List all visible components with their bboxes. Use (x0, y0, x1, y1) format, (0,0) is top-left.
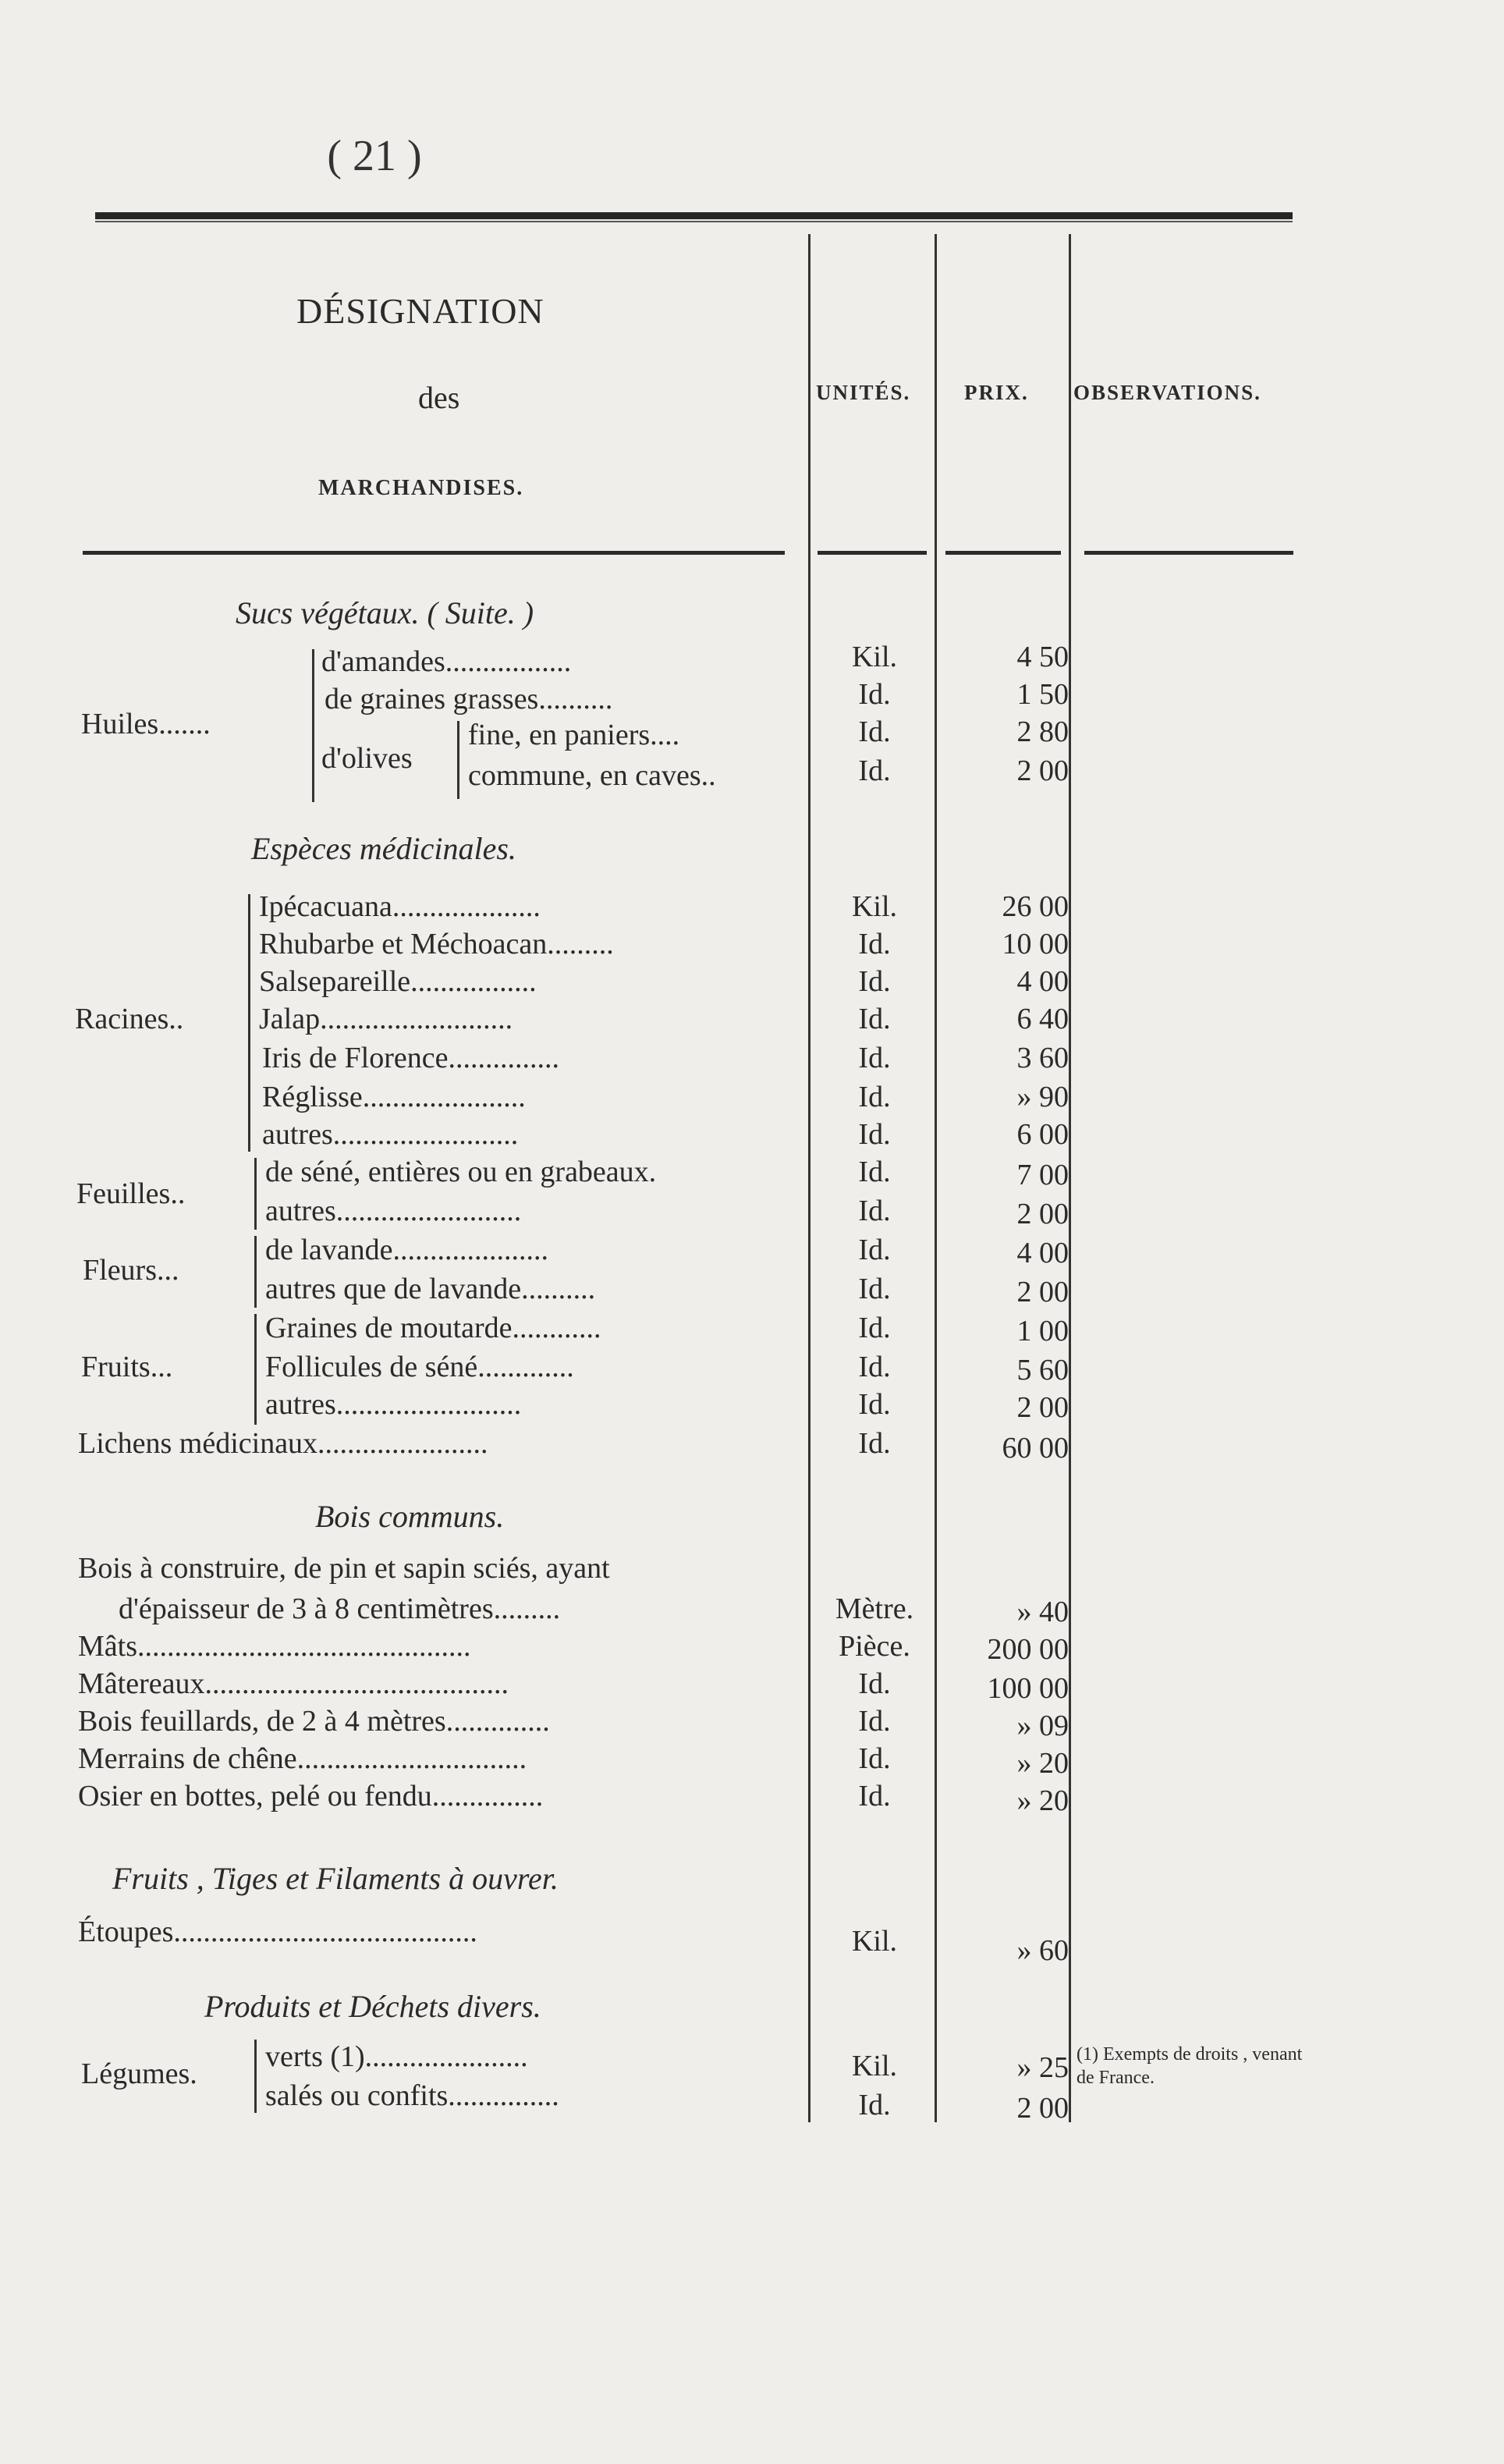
row-label: fine, en paniers.... (468, 719, 680, 751)
row-price: 1 50 (1016, 678, 1069, 711)
group-racines: Racines.. (75, 1003, 184, 1035)
row-price: 100 00 (987, 1672, 1069, 1705)
row-label: Graines de moutarde............ (265, 1312, 601, 1344)
brace-olives (457, 721, 459, 799)
column-divider-observations (1069, 234, 1071, 2122)
header-designation: DÉSIGNATION (296, 291, 544, 331)
row-unit: Id. (858, 678, 891, 711)
row-label: autres......................... (262, 1118, 519, 1151)
row-label: Follicules de séné............. (265, 1351, 574, 1383)
group-fleurs: Fleurs... (83, 1254, 179, 1287)
section-produits-dechets: Produits et Déchets divers. (204, 1989, 541, 2024)
row-label: commune, en caves.. (468, 759, 716, 792)
row-price: 200 00 (987, 1633, 1069, 1666)
row-unit: Id. (858, 1195, 891, 1227)
row-label: Bois feuillards, de 2 à 4 mètres.............. (78, 1705, 550, 1738)
brace-racines (248, 894, 250, 1152)
row-unit: Id. (858, 1081, 891, 1113)
row-unit: Id. (858, 1118, 891, 1151)
row-unit: Id. (858, 1234, 891, 1266)
row-label: d'épaisseur de 3 à 8 centimètres......... (119, 1592, 561, 1625)
group-feuilles: Feuilles.. (76, 1177, 186, 1210)
row-unit: Kil. (851, 1925, 898, 1958)
row-unit: Id. (858, 1388, 891, 1421)
row-label: Réglisse...................... (262, 1081, 526, 1113)
row-label: verts (1)...................... (265, 2040, 528, 2073)
row-unit: Id. (858, 1667, 891, 1700)
row-price: 2 00 (1016, 2092, 1069, 2125)
row-price: 4 50 (1016, 641, 1069, 673)
header-unites: UNITÉS. (816, 381, 911, 404)
row-unit: Id. (858, 1427, 891, 1460)
row-unit: Id. (858, 1042, 891, 1074)
row-label: autres que de lavande.......... (265, 1273, 596, 1305)
top-rule (95, 212, 1293, 219)
row-unit: Pièce. (839, 1630, 910, 1663)
row-price: 2 80 (1016, 715, 1069, 748)
row-price: » 25 (1016, 2051, 1069, 2084)
row-price: » 20 (1016, 1747, 1069, 1780)
row-price: 4 00 (1016, 965, 1069, 998)
row-unit: Id. (858, 1780, 891, 1812)
section-fruits-tiges-filaments: Fruits , Tiges et Filaments à ouvrer. (112, 1861, 559, 1896)
row-unit: Id. (858, 928, 891, 960)
row-price: 3 60 (1016, 1042, 1069, 1074)
section-bois-communs: Bois communs. (315, 1499, 505, 1534)
row-unit: Id. (858, 1742, 891, 1775)
row-price: » 09 (1016, 1710, 1069, 1742)
row-label: Lichens médicinaux....................... (78, 1427, 488, 1460)
group-huiles: Huiles....... (81, 708, 211, 740)
header-des: des (418, 380, 460, 415)
header-rule-observations (1084, 551, 1293, 555)
row-price: 60 00 (1002, 1432, 1069, 1465)
top-rule-thin (95, 221, 1293, 222)
row-label: Osier en bottes, pelé ou fendu............... (78, 1780, 544, 1812)
row-price: » 60 (1016, 1934, 1069, 1967)
brace-fleurs (254, 1236, 257, 1308)
row-label: Jalap.......................... (259, 1003, 513, 1035)
row-label: Mâts............................................. (78, 1630, 471, 1663)
row-unit: Id. (858, 1003, 891, 1035)
row-label: autres......................... (265, 1388, 522, 1421)
header-rule-unites (818, 551, 927, 555)
header-observations: OBSERVATIONS. (1073, 381, 1261, 404)
row-unit: Kil. (851, 641, 898, 673)
row-label: de lavande..................... (265, 1234, 549, 1266)
row-unit: Id. (858, 1312, 891, 1344)
header-prix: PRIX. (964, 381, 1029, 404)
row-price: » 20 (1016, 1784, 1069, 1817)
row-price: » 40 (1016, 1596, 1069, 1628)
brace-fruits (254, 1314, 257, 1425)
header-rule-designation (83, 551, 785, 555)
section-sucs-vegetaux: Sucs végétaux. ( Suite. ) (236, 595, 534, 630)
row-unit: Kil. (851, 2050, 898, 2082)
row-label: salés ou confits............... (265, 2079, 559, 2112)
row-price: 6 40 (1016, 1003, 1069, 1035)
row-label: Salsepareille................. (259, 965, 537, 998)
row-price: 5 60 (1016, 1354, 1069, 1386)
row-unit: Id. (858, 1156, 891, 1188)
row-price: 4 00 (1016, 1237, 1069, 1269)
row-unit: Id. (858, 2089, 891, 2121)
section-especes-medicinales: Espèces médicinales. (251, 831, 516, 866)
row-price: 2 00 (1016, 1276, 1069, 1308)
row-label: Rhubarbe et Méchoacan......... (259, 928, 614, 960)
row-price: 2 00 (1016, 754, 1069, 787)
row-label: d'amandes................. (321, 645, 572, 678)
row-label: Bois à construire, de pin et sapin sciés, ayant (78, 1552, 610, 1585)
row-price: 26 00 (1002, 890, 1069, 923)
row-price: 2 00 (1016, 1198, 1069, 1230)
row-label: autres......................... (265, 1195, 522, 1227)
row-unit: Id. (858, 754, 891, 787)
group-olives: d'olives (321, 742, 413, 775)
brace-huiles (312, 649, 314, 802)
row-unit: Mètre. (835, 1592, 914, 1625)
row-price: 2 00 (1016, 1391, 1069, 1424)
row-price: 1 00 (1016, 1315, 1069, 1347)
row-label: Ipécacuana.................... (259, 890, 541, 923)
group-fruits: Fruits... (81, 1351, 173, 1383)
row-price: 7 00 (1016, 1159, 1069, 1191)
row-unit: Kil. (851, 890, 898, 923)
row-label: Mâtereaux......................................... (78, 1667, 509, 1700)
row-unit: Id. (858, 965, 891, 998)
row-price: » 90 (1016, 1081, 1069, 1113)
footnote-observation: (1) Exempts de droits , venant de France. (1077, 2044, 1303, 2088)
row-unit: Id. (858, 715, 891, 748)
row-price: 6 00 (1016, 1118, 1069, 1151)
row-price: 10 00 (1002, 928, 1069, 960)
row-label: Merrains de chêne............................... (78, 1742, 527, 1775)
row-unit: Id. (858, 1351, 891, 1383)
row-label: de séné, entières ou en grabeaux. (265, 1156, 657, 1188)
row-label: Étoupes......................................... (78, 1915, 477, 1948)
brace-feuilles (254, 1158, 257, 1230)
row-label: Iris de Florence............... (262, 1042, 559, 1074)
header-rule-prix (945, 551, 1061, 555)
group-legumes: Légumes. (81, 2057, 197, 2090)
row-unit: Id. (858, 1273, 891, 1305)
header-marchandises: MARCHANDISES. (318, 476, 524, 500)
brace-legumes (254, 2040, 257, 2113)
page-number: ( 21 ) (327, 132, 422, 180)
row-label: de graines grasses.......... (325, 683, 613, 715)
row-unit: Id. (858, 1705, 891, 1738)
